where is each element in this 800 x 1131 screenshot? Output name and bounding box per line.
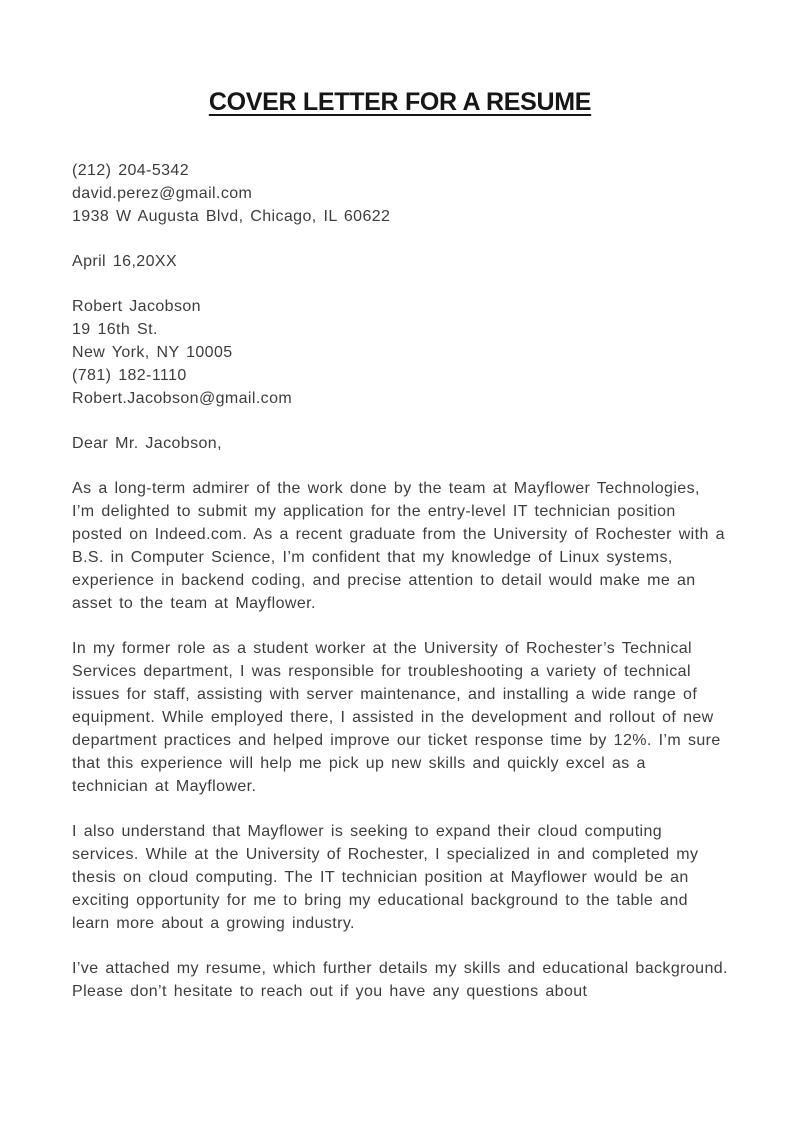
recipient-email: Robert.Jacobson@gmail.com <box>72 390 293 407</box>
salutation: Dear Mr. Jacobson, <box>72 435 222 452</box>
body-paragraph-4: I’ve attached my resume, which further details my skills and educational background. Please don’t hesitate to reach out if you have any questions about <box>72 960 728 1000</box>
body-paragraph-3: I also understand that Mayflower is seeking to expand their cloud computing services. While at the University of Rochester, I specialized in and completed my thesis on cloud computing. The IT technician position at Mayflower would be an exciting opportunity for me to bring my educational background to the table and learn more about a growing industry. <box>72 823 699 932</box>
salutation-block <box>72 432 728 455</box>
page-title-text: COVER LETTER FOR A RESUME <box>208 88 592 116</box>
sender-phone: (212) 204-5342 <box>72 162 190 179</box>
recipient-block <box>72 295 728 410</box>
sender-contact-block <box>72 159 728 228</box>
sender-email: david.perez@gmail.com <box>72 185 253 202</box>
sender-address: 1938 W Augusta Blvd, Chicago, IL 60622 <box>72 208 391 225</box>
recipient-phone: (781) 182-1110 <box>72 367 187 384</box>
recipient-street: 19 16th St. <box>72 321 158 338</box>
body-paragraph-2: In my former role as a student worker at the University of Rochester’s Technical Services department, I was responsible for troubleshooting a variety of technical issues for staff, assisting with server maintenance, and installing a wide range of equipment. While employed there, I assisted in the development and rollout of new department practices and helped improve our ticket response time by 12%. I’m sure that this experience will help me pick up new skills and quickly excel as a technician at Mayflower. <box>72 640 721 795</box>
page-title <box>72 88 728 117</box>
recipient-city-state-zip: New York, NY 10005 <box>72 344 233 361</box>
letter-date: April 16,20XX <box>72 253 178 270</box>
body-paragraph-1: As a long-term admirer of the work done by the team at Mayflower Technologies, I’m delighted to submit my application for the entry-level IT technician position posted on Indeed.com. As a recent graduate from the University of Rochester with a B.S. in Computer Science, I’m confident that my knowledge of Linux systems, experience in backend coding, and precise attention to detail would make me an asset to the team at Mayflower. <box>72 480 725 612</box>
date-block <box>72 250 728 273</box>
recipient-name: Robert Jacobson <box>72 298 201 315</box>
